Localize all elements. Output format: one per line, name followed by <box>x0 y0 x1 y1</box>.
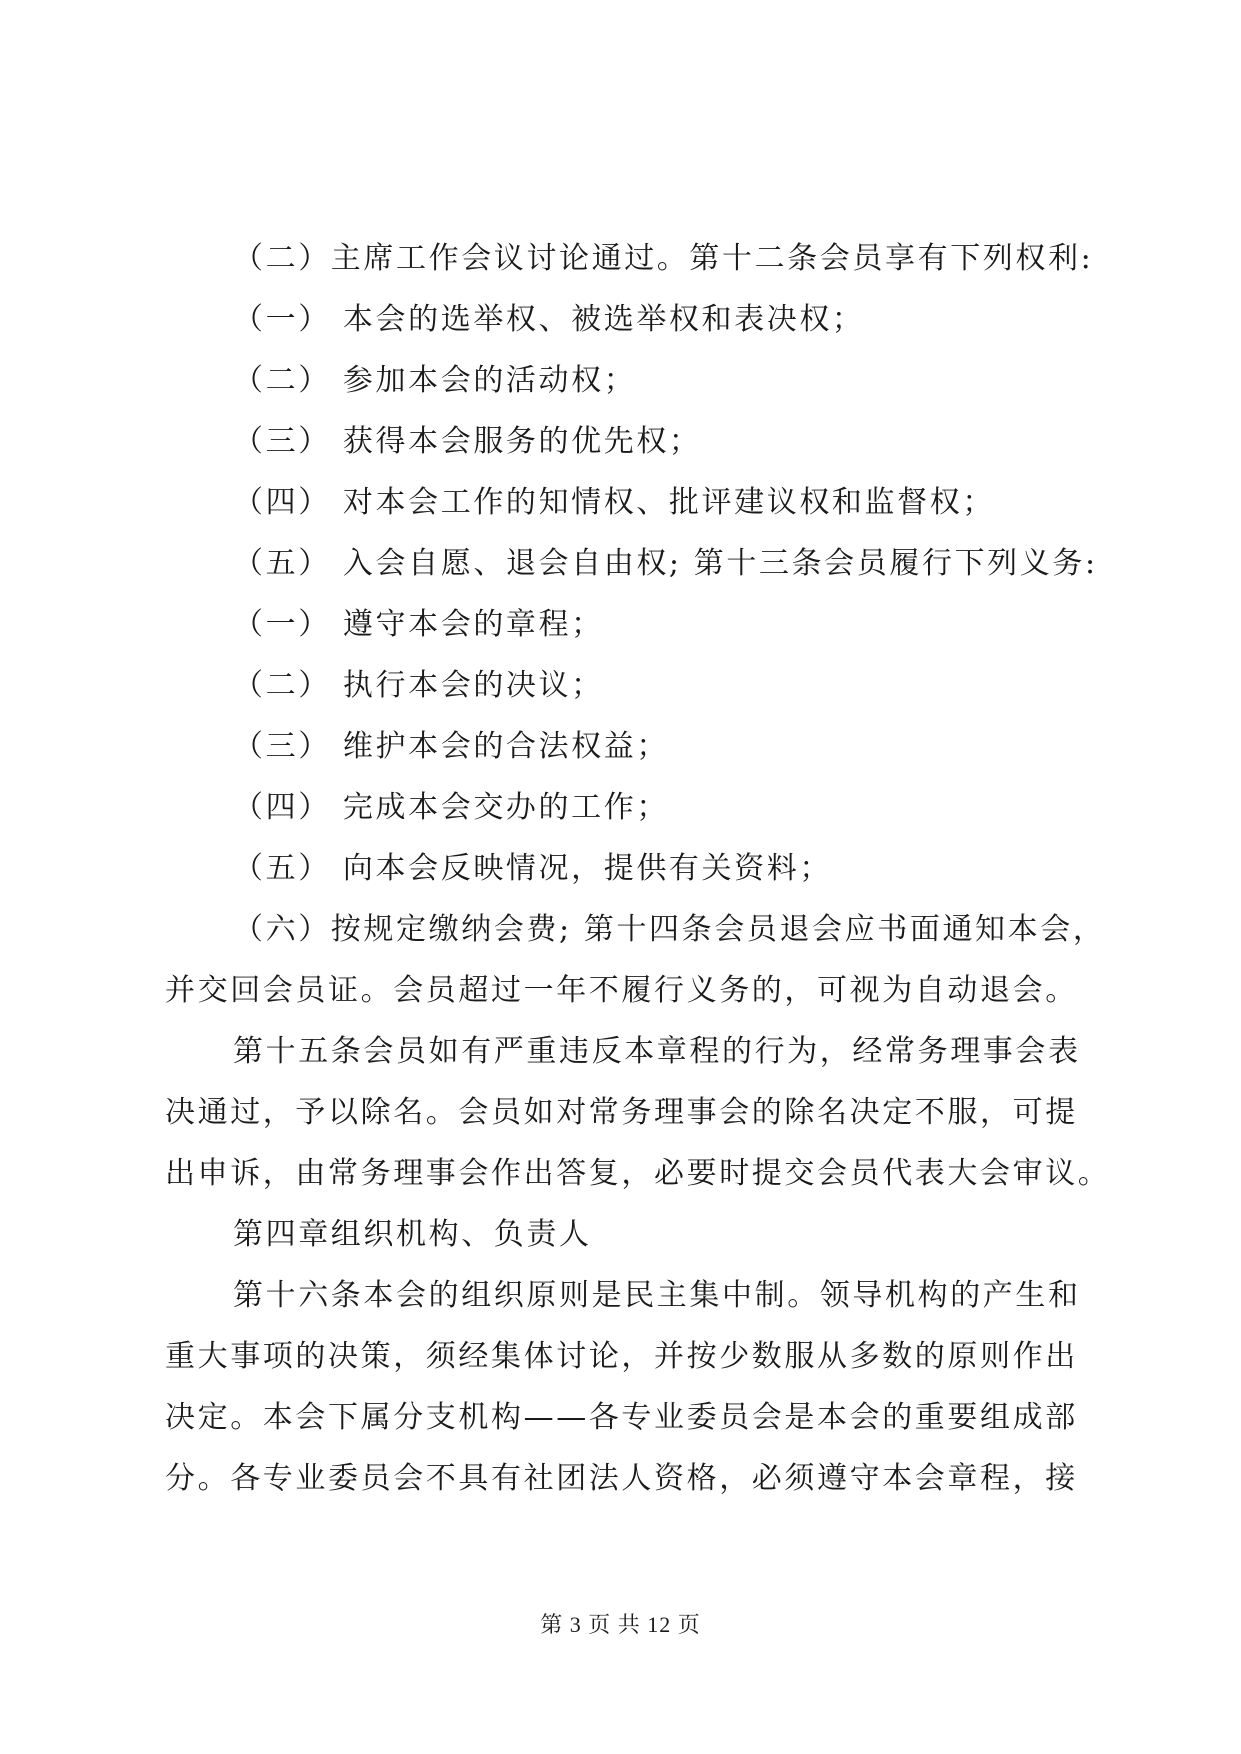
text-line: （四） 对本会工作的知情权、批评建议权和监督权； <box>233 485 995 520</box>
text-line: （三） 维护本会的合法权益； <box>233 729 669 764</box>
text-line: 重大事项的决策，须经集体讨论，并按少数服从多数的原则作出 <box>165 1339 1078 1374</box>
text-line: （一） 遵守本会的章程； <box>233 607 604 642</box>
text-line: 并交回会员证。会员超过一年不履行义务的，可视为自动退会。 <box>165 973 1078 1008</box>
text-line: 出申诉，由常务理事会作出答复，必要时提交会员代表大会审议。 <box>165 1156 1111 1191</box>
chapter-heading: 第四章组织机构、负责人 <box>233 1217 592 1252</box>
text-line: （六）按规定缴纳会费; 第十四条会员退会应书面通知本会， <box>233 912 1106 947</box>
text-line: （二） 参加本会的活动权； <box>233 363 637 398</box>
text-line: （二） 执行本会的决议； <box>233 668 604 703</box>
text-line: 第十六条本会的组织原则是民主集中制。领导机构的产生和 <box>233 1278 1081 1313</box>
text-line: 决定。本会下属分支机构——各专业委员会是本会的重要组成部 <box>165 1400 1078 1435</box>
text-line: （一） 本会的选举权、被选举权和表决权； <box>233 302 865 337</box>
text-line: （五） 向本会反映情况，提供有关资料； <box>233 851 832 886</box>
text-line: （二）主席工作会议讨论通过。第十二条会员享有下列权利: <box>233 241 1094 276</box>
text-line: （三） 获得本会服务的优先权； <box>233 424 702 459</box>
text-line: （五） 入会自愿、退会自由权; 第十三条会员履行下列义务: <box>233 546 1098 581</box>
text-line: （四） 完成本会交办的工作； <box>233 790 669 825</box>
page-number-footer: 第 3 页 共 12 页 <box>540 1612 701 1637</box>
text-line: 第十五条会员如有严重违反本章程的行为，经常务理事会表 <box>233 1034 1081 1069</box>
text-line: 决通过，予以除名。会员如对常务理事会的除名决定不服，可提 <box>165 1095 1078 1130</box>
document-body <box>165 228 1111 1509</box>
text-line: 分。各专业委员会不具有社团法人资格，必须遵守本会章程，接 <box>165 1461 1078 1496</box>
